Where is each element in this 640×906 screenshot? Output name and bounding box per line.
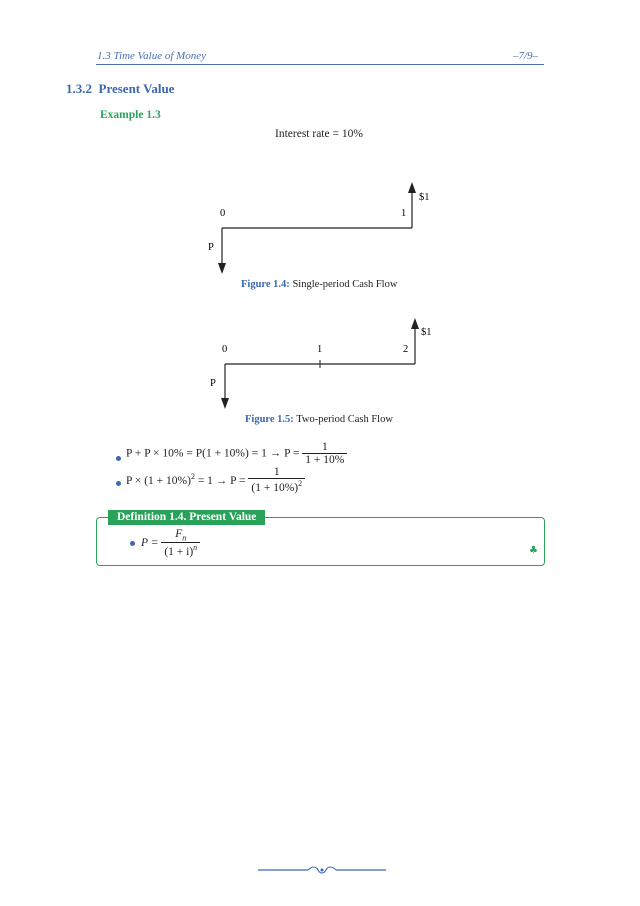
fig2-label-p: P bbox=[210, 378, 216, 389]
interest-rate-text: Interest rate = 10% bbox=[275, 128, 363, 140]
bullet-1-lhs: P + P × 10% = P(1 + 10%) = 1 → P = bbox=[126, 447, 300, 460]
fig2-up-arrowhead bbox=[411, 318, 419, 329]
definition-title: Definition 1.4. Present Value bbox=[108, 510, 265, 525]
fig2-label-1: 1 bbox=[317, 344, 323, 355]
example-label: Example 1.3 bbox=[100, 109, 161, 121]
bullet-2-denominator bbox=[248, 478, 305, 494]
definition-denominator-a: (1 + i) bbox=[164, 546, 194, 559]
bullet-2-denominator-exponent: 2 bbox=[298, 479, 303, 488]
fig2-label-2: 2 bbox=[403, 344, 409, 355]
section-title: Present Value bbox=[98, 81, 175, 96]
figure-1-4-caption bbox=[241, 279, 397, 290]
section-heading bbox=[66, 81, 174, 97]
definition-numerator bbox=[161, 528, 200, 542]
bullet-2-lhs-b: = 1 → P = bbox=[194, 475, 246, 488]
bullet-1-marker bbox=[116, 456, 121, 461]
fig1-label-p: P bbox=[208, 242, 214, 253]
figure-1-5-caption bbox=[245, 414, 393, 425]
definition-numerator-subscript: n bbox=[182, 533, 187, 543]
bullet-2-equation bbox=[126, 466, 305, 494]
bullet-2-denominator-a: (1 + 10%) bbox=[251, 481, 299, 494]
bullet-1-fraction bbox=[302, 441, 347, 466]
bullet-1-numerator: 1 bbox=[321, 441, 328, 453]
fig1-label-1: 1 bbox=[401, 208, 407, 219]
footer-ornament bbox=[258, 864, 386, 876]
running-header-page: –7/9– bbox=[513, 50, 539, 62]
figure-1-5-caption-text: Two-period Cash Flow bbox=[296, 414, 393, 425]
fig1-down-arrowhead bbox=[218, 263, 226, 274]
definition-fraction bbox=[161, 528, 200, 558]
fig1-label-cash: $1 bbox=[419, 192, 430, 203]
figure-1-5-diagram bbox=[190, 312, 450, 417]
fig2-down-arrowhead bbox=[221, 398, 229, 409]
bullet-2-fraction bbox=[248, 466, 305, 494]
bullet-2-numerator: 1 bbox=[273, 466, 280, 478]
definition-equation bbox=[141, 528, 200, 558]
definition-lhs: P = bbox=[141, 537, 159, 550]
fig1-up-arrowhead bbox=[408, 182, 416, 193]
running-header-section: 1.3 Time Value of Money bbox=[97, 50, 207, 62]
header-rule bbox=[96, 64, 544, 65]
definition-end-mark: ♣ bbox=[529, 545, 538, 556]
bullet-1-denominator: 1 + 10% bbox=[302, 453, 347, 466]
definition-numerator-f: F bbox=[175, 528, 183, 540]
figure-1-4-number: Figure 1.4: bbox=[241, 279, 290, 290]
bullet-2-marker bbox=[116, 481, 121, 486]
bullet-2-lhs-exponent: 2 bbox=[190, 472, 195, 482]
fig2-label-0: 0 bbox=[222, 344, 228, 355]
bullet-1-equation bbox=[126, 441, 347, 466]
bullet-2-lhs bbox=[126, 472, 246, 488]
bullet-2-lhs-a: P × (1 + 10%) bbox=[126, 475, 191, 488]
definition-denominator bbox=[161, 542, 200, 558]
figure-1-4-caption-text: Single-period Cash Flow bbox=[292, 279, 398, 290]
fig1-label-0: 0 bbox=[220, 208, 226, 219]
section-number: 1.3.2 bbox=[66, 81, 92, 96]
definition-bullet-marker bbox=[130, 541, 135, 546]
figure-1-5-number: Figure 1.5: bbox=[245, 414, 294, 425]
fig2-label-cash: $1 bbox=[421, 327, 432, 338]
definition-denominator-exponent: n bbox=[193, 543, 198, 553]
figure-1-4-diagram bbox=[190, 175, 450, 280]
